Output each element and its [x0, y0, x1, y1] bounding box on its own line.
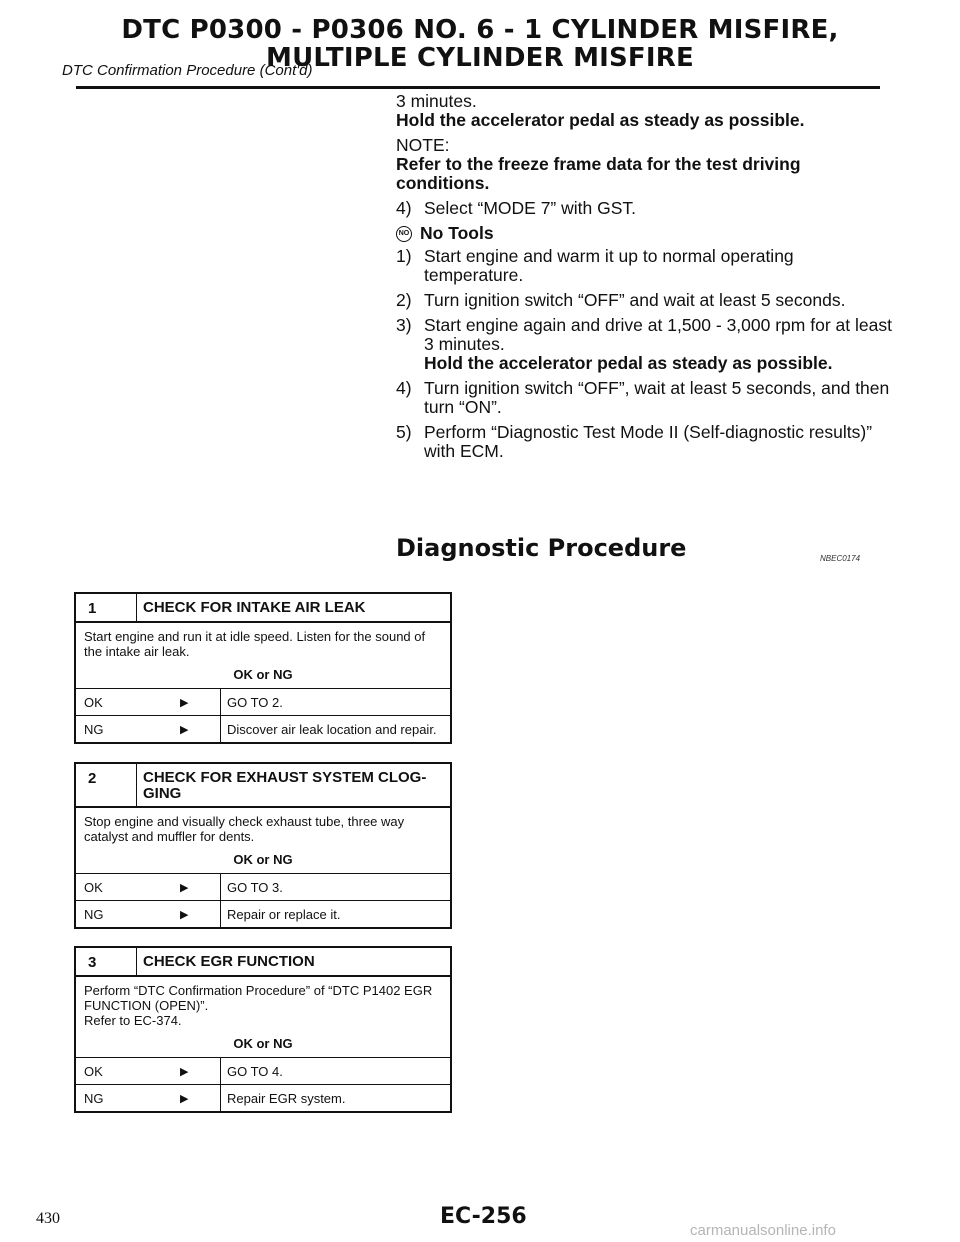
gst-step	[396, 199, 896, 218]
check-instruction: Refer to EC-374.	[84, 1013, 182, 1028]
step-text-content: Turn ignition switch “OFF” and wait at least 5 seconds.	[424, 290, 846, 310]
result-row	[76, 715, 450, 742]
check-title: CHECK FOR INTAKE AIR LEAK	[143, 599, 366, 616]
section-subheading: DTC Confirmation Procedure (Cont'd)	[62, 62, 313, 79]
page-number: 430	[36, 1210, 60, 1227]
check-box-3	[74, 946, 452, 1113]
result-action: GO TO 4.	[220, 1058, 450, 1084]
step-text	[424, 423, 896, 461]
no-tools-heading	[396, 224, 896, 243]
no-tools-label: No Tools	[420, 223, 494, 243]
step-item	[396, 379, 896, 417]
step-number: 4)	[396, 198, 412, 218]
check-instruction: Perform “DTC Confirmation Procedure” of “DTC P1402 EGR FUNCTION (OPEN)”.	[84, 983, 433, 1013]
result-row	[76, 1058, 450, 1084]
result-action: Repair or replace it.	[220, 901, 450, 927]
step-bold-note: Hold the accelerator pedal as steady as possible.	[424, 353, 833, 373]
result-row	[76, 1084, 450, 1111]
arrow-right-icon: ▶	[180, 696, 189, 709]
step-text	[424, 247, 896, 285]
check-header	[76, 948, 450, 977]
step-number: 5)	[396, 422, 412, 442]
ok-ng-label: OK or NG	[233, 667, 293, 682]
step-item	[396, 423, 896, 461]
check-number: 3	[76, 948, 137, 975]
check-title: CHECK EGR FUNCTION	[143, 953, 315, 970]
result-row	[76, 689, 450, 715]
check-box-2	[74, 762, 452, 929]
step-number: 1)	[396, 246, 412, 266]
continued-line: 3 minutes.	[396, 91, 477, 111]
result-label: NG	[84, 721, 104, 737]
step-item	[396, 247, 896, 285]
result-label: OK	[84, 694, 103, 710]
check-header	[76, 764, 450, 808]
step-text-content: Start engine again and drive at 1,500 - 3,000 rpm for at least 3 minutes.	[424, 315, 892, 354]
step-number: 2)	[396, 290, 412, 310]
result-label: OK	[84, 1063, 103, 1079]
step-number: 4)	[396, 378, 412, 398]
ok-ng-label: OK or NG	[233, 1036, 293, 1051]
arrow-right-icon: ▶	[180, 1065, 189, 1078]
arrow-right-icon: ▶	[180, 908, 189, 921]
result-action: Discover air leak location and repair.	[220, 716, 450, 742]
result-action: GO TO 3.	[220, 874, 450, 900]
check-box-1	[74, 592, 452, 744]
result-row	[76, 900, 450, 927]
check-title: CHECK FOR EXHAUST SYSTEM CLOG-GING	[143, 769, 427, 802]
step-text	[424, 379, 896, 417]
step-item	[396, 316, 896, 373]
check-number: 2	[76, 764, 137, 806]
ok-ng-label: OK or NG	[233, 852, 293, 867]
page-code: EC-256	[440, 1204, 527, 1229]
check-instruction: Stop engine and visually check exhaust tube, three way catalyst and muffler for dents.	[84, 814, 405, 844]
hold-note: Hold the accelerator pedal as steady as possible.	[396, 110, 805, 130]
diagnostic-title: Diagnostic Procedure	[396, 534, 687, 562]
step-item	[396, 291, 896, 310]
result-row	[76, 874, 450, 900]
procedure-text	[396, 92, 896, 467]
diagnostic-code: NBEC0174	[820, 554, 861, 563]
header-rule	[76, 86, 880, 89]
step-number: 3)	[396, 315, 412, 335]
check-number: 1	[76, 594, 137, 621]
no-tools-steps	[396, 247, 896, 461]
page-title-line-1: DTC P0300 - P0306 NO. 6 - 1 CYLINDER MISFIRE,	[121, 15, 839, 45]
check-body	[76, 623, 450, 689]
check-body	[76, 808, 450, 874]
step-text-content: Perform “Diagnostic Test Mode II (Self-diagnostic results)” with ECM.	[424, 422, 873, 461]
check-header	[76, 594, 450, 623]
result-label: OK	[84, 879, 103, 895]
step-text-content: Turn ignition switch “OFF”, wait at least 5 seconds, and then turn “ON”.	[424, 378, 890, 417]
result-action: Repair EGR system.	[220, 1085, 450, 1111]
step-text: Select “MODE 7” with GST.	[424, 198, 636, 218]
page-title-line-2: MULTIPLE CYLINDER MISFIRE	[266, 43, 694, 73]
no-tools-icon: NO	[396, 226, 412, 242]
check-instruction: Start engine and run it at idle speed. Listen for the sound of the intake air leak.	[84, 629, 426, 659]
arrow-right-icon: ▶	[180, 1092, 189, 1105]
result-label: NG	[84, 1090, 104, 1106]
note-text: Refer to the freeze frame data for the test driving conditions.	[396, 154, 801, 193]
step-text	[424, 316, 896, 373]
result-label: NG	[84, 906, 104, 922]
step-text	[424, 291, 896, 310]
note-label: NOTE:	[396, 135, 450, 155]
arrow-right-icon: ▶	[180, 881, 189, 894]
step-text-content: Start engine and warm it up to normal operating temperature.	[424, 246, 794, 285]
arrow-right-icon: ▶	[180, 723, 189, 736]
check-body	[76, 977, 450, 1058]
result-action: GO TO 2.	[220, 689, 450, 715]
watermark: carmanualsonline.info	[690, 1222, 836, 1239]
